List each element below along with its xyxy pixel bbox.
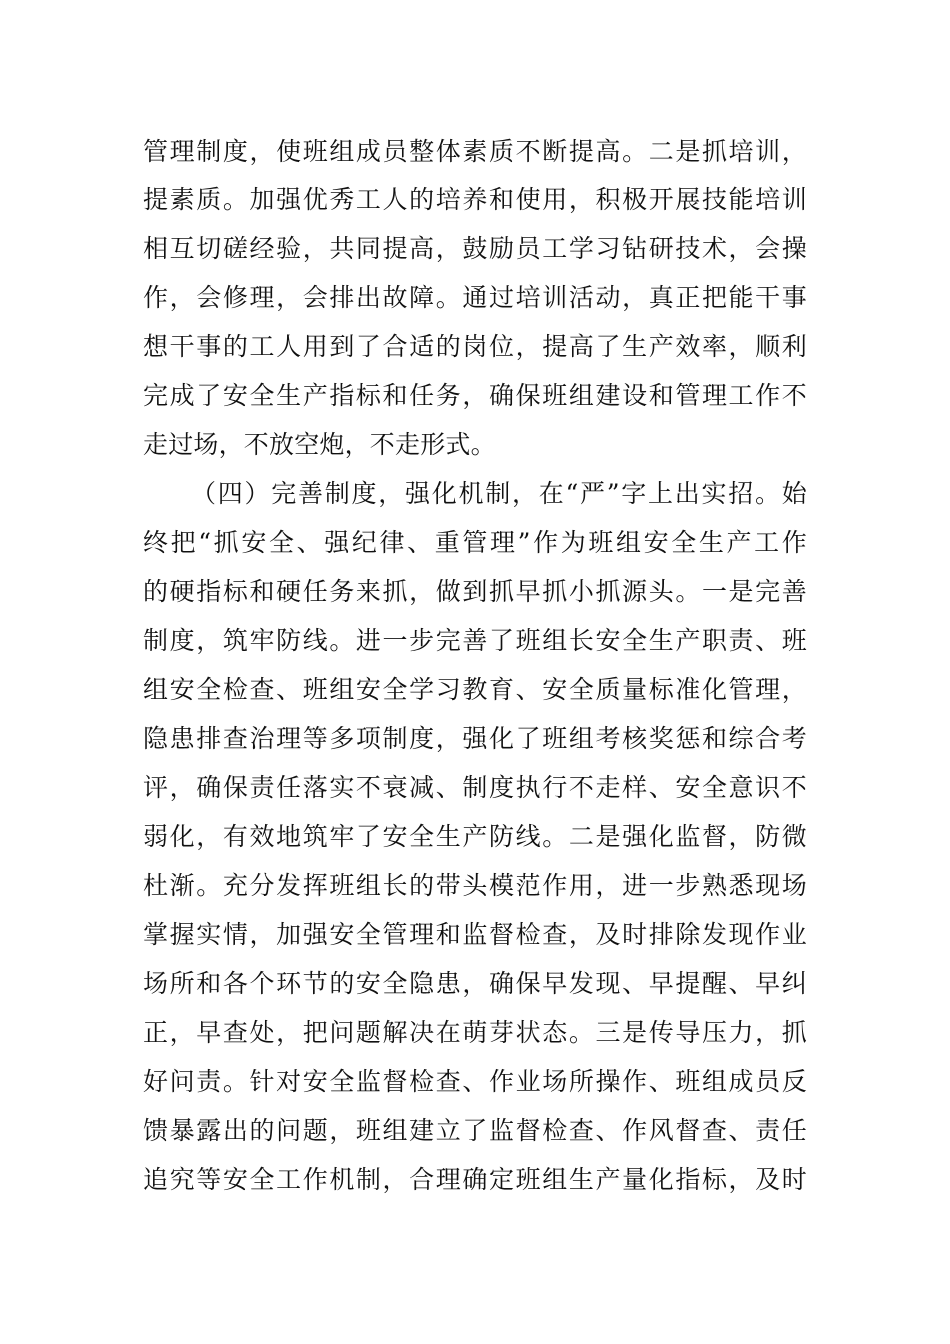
text-line: 正，早查处，把问题解决在萌芽状态。三是传导压力，抓 <box>143 1018 807 1047</box>
text-line: 弱化，有效地筑牢了安全生产防线。二是强化监督，防微 <box>143 822 807 851</box>
section-heading-line: （四）完善制度，强化机制，在“严”字上出实招。始 <box>191 479 807 508</box>
text-line: 组安全检查、班组安全学习教育、安全质量标准化管理， <box>143 675 807 704</box>
text-line: 好问责。针对安全监督检查、作业场所操作、班组成员反 <box>143 1067 807 1096</box>
text-line: 评，确保责任落实不衰减、制度执行不走样、安全意识不 <box>143 773 807 802</box>
text-line: 隐患排查治理等多项制度，强化了班组考核奖惩和综合考 <box>143 724 807 753</box>
text-line: 相互切磋经验，共同提高，鼓励员工学习钻研技术，会操 <box>143 234 807 263</box>
text-line: 的硬指标和硬任务来抓，做到抓早抓小抓源头。一是完善 <box>143 577 807 606</box>
text-line: 终把“抓安全、强纪律、重管理”作为班组安全生产工作 <box>143 528 807 557</box>
text-line: 想干事的工人用到了合适的岗位，提高了生产效率，顺利 <box>143 332 807 361</box>
text-line: 作，会修理，会排出故障。通过培训活动，真正把能干事 <box>143 283 807 312</box>
text-line: 走过场，不放空炮，不走形式。 <box>143 430 496 459</box>
text-line: 追究等安全工作机制，合理确定班组生产量化指标，及时 <box>143 1165 807 1194</box>
text-line: 馈暴露出的问题，班组建立了监督检查、作风督查、责任 <box>143 1116 807 1145</box>
text-line: 掌握实情，加强安全管理和监督检查，及时排除发现作业 <box>143 920 807 949</box>
text-line: 完成了安全生产指标和任务，确保班组建设和管理工作不 <box>143 381 807 410</box>
text-line: 制度，筑牢防线。进一步完善了班组长安全生产职责、班 <box>143 626 807 655</box>
text-line: 场所和各个环节的安全隐患，确保早发现、早提醒、早纠 <box>143 969 807 998</box>
text-line: 提素质。加强优秀工人的培养和使用，积极开展技能培训 <box>143 185 807 214</box>
text-line: 管理制度，使班组成员整体素质不断提高。二是抓培训， <box>143 137 807 166</box>
text-line: 杜渐。充分发挥班组长的带头模范作用，进一步熟悉现场 <box>143 871 807 900</box>
